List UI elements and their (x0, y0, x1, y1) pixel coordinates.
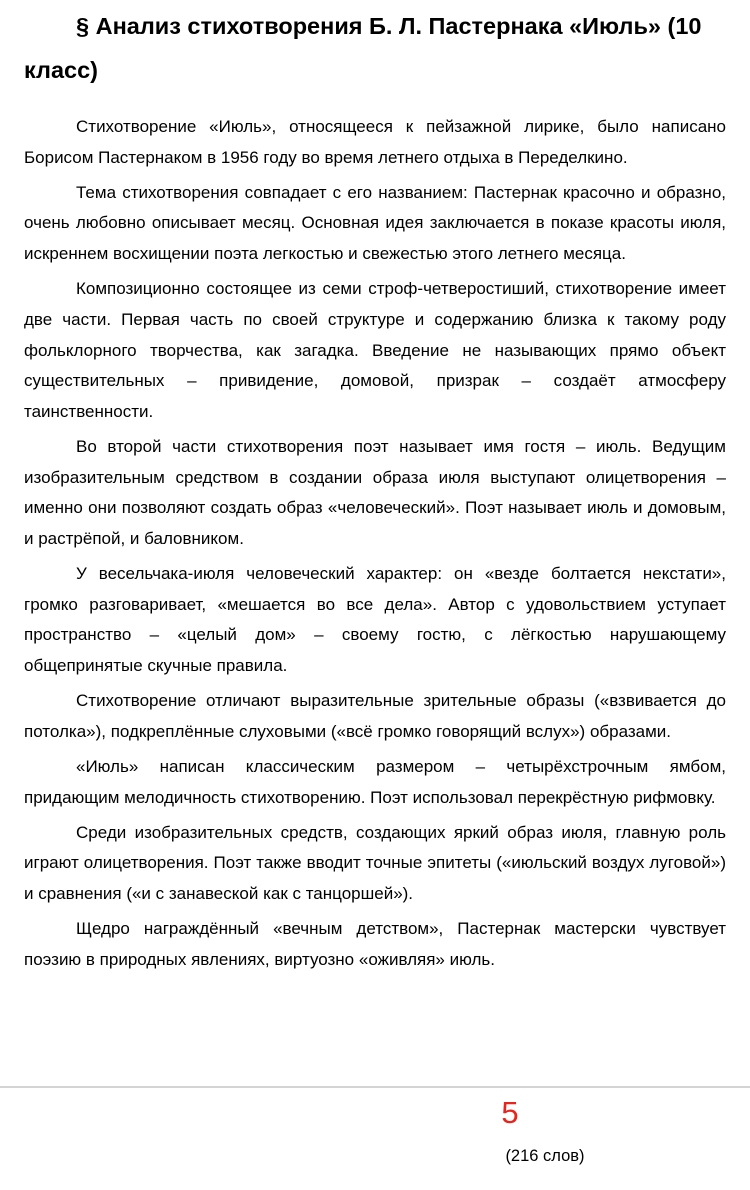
paragraph: Среди изобразительных средств, создающих яркий образ июля, главную роль играют олицетворения. Поэт также вводит точные эпитеты («июльский воздух луговой») и сравнения («и с занавеской как с танцоршей»). (24, 822, 726, 904)
paragraph: Стихотворение отличают выразительные зрительные образы («взвивается до потолка»), подкреплённые слуховыми («всё громко говорящий вслух») образами. (24, 691, 726, 741)
paragraph: У весельчака-июля человеческий характер: он «везде болтается некстати», громко разговаривает, «мешается во все дела». Автор с удовольствием уступает пространство – «целый дом» – своему гостю, с лёгкостью нарушающему общепринятые скучные правила. (24, 564, 726, 675)
paragraph: Щедро награждённый «вечным детством», Пастернак мастерски чувствует поэзию в природных явлениях, виртуозно «оживляя» июль. (24, 919, 726, 969)
paragraph: Тема стихотворения совпадает с его названием: Пастернак красочно и образно, очень любовно описывает месяц. Основная идея заключается в показе красоты июля, искреннем восхищении поэта легкостью и свежестью этого летнего месяца. (24, 182, 726, 264)
paragraph: Стихотворение «Июль», относящееся к пейзажной лирике, было написано Борисом Пастернаком в 1956 году во время летнего отдыха в Переделкино. (24, 117, 726, 167)
paragraph: Композиционно состоящее из семи строф-четверостиший, стихотворение имеет две части. Первая часть по своей структуре и содержанию близка к такому роду фольклорного творчества, как загадка. Введение не называющих прямо объект существительных – привидение, домовой, призрак – создаёт атмосферу таинственности. (24, 279, 726, 421)
paragraph: «Июль» написан классическим размером – четырёхстрочным ямбом, придающим мелодичность стихотворению. Поэт использовал перекрёстную рифмовку. (24, 757, 726, 807)
paragraph: Во второй части стихотворения поэт называет имя гостя – июль. Ведущим изобразительным средством в создании образа июля выступают олицетворения – именно они позволяют создать образ «человеческий». Поэт называет июль и домовым, и растрёпой, и баловником. (24, 437, 726, 548)
page-number: 5 (501, 1095, 519, 1130)
document-body (24, 112, 726, 980)
page-divider (0, 1086, 750, 1088)
word-count: (216 слов) (505, 1147, 585, 1165)
document-title: § Анализ стихотворения Б. Л. Пастернака «Июль» (10 класс) (24, 13, 702, 83)
